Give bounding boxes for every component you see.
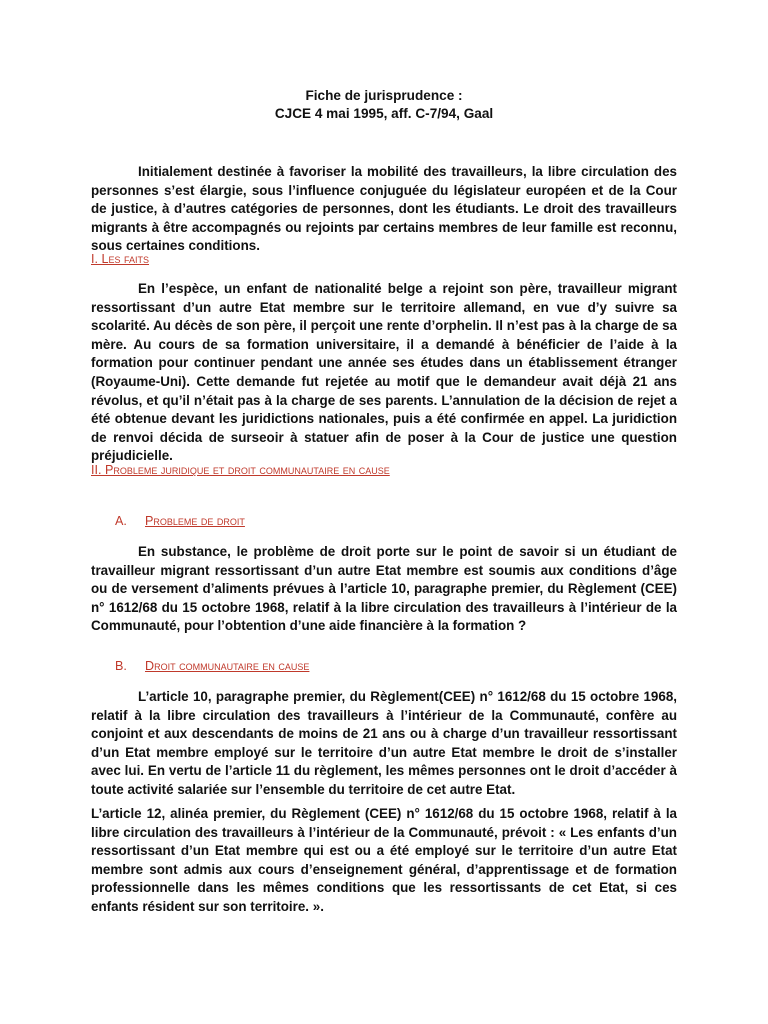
document-title-line-2: CJCE 4 mai 1995, aff. C-7/94, Gaal	[274, 106, 494, 121]
subsection-a-title: Probleme de droit	[145, 514, 245, 528]
subsection-b-letter: B.	[115, 659, 127, 673]
document-title-line-1: Fiche de jurisprudence :	[305, 88, 463, 103]
droit-communautaire-paragraph-1: L’article 10, paragraphe premier, du Règlement(CEE) n° 1612/68 du 15 octobre 1968, relatif à la libre circulation des travailleurs à l’intérieur de la Communauté, confère au conjoint et aux descendants de moins de 21 ans ou à charge d’un travailleur ressortissant d’un Etat membre employé sur le territoire d’un autre Etat membre le droit de s’installer avec lui. En vertu de l’article 11 du règlement, les mêmes personnes ont le droit d’accéder à toute activité salariée sur l’ensemble du territoire de cet autre Etat.	[91, 689, 677, 797]
intro-paragraph: Initialement destinée à favoriser la mobilité des travailleurs, la libre circulation des personnes s’est élargie, sous l’influence conjuguée du législateur européen et de la Cour de justice, à d’autres catégories de personnes, dont les étudiants. Le droit des travailleurs migrants à être accompagnés ou rejoints par certains membres de leur famille est reconnu, sous certaines conditions.	[91, 164, 677, 254]
subsection-a-heading	[115, 512, 245, 530]
probleme-de-droit-paragraph: En substance, le problème de droit porte sur le point de savoir si un étudiant de travailleur migrant ressortissant d’un autre Etat membre est soumis aux conditions d’âge ou de versement d’aliments prévues à l’article 10, paragraphe premier, du Règlement (CEE) n° 1612/68 du 15 octobre 1968, relatif à la libre circulation des travailleurs à l’intérieur de la Communauté, pour l’obtention d’une aide financière à la formation ?	[91, 544, 677, 634]
faits-paragraph: En l’espèce, un enfant de nationalité belge a rejoint son père, travailleur migrant ressortissant d’un autre Etat membre sur le territoire allemand, en vue d’y suivre sa scolarité. Au décès de son père, il perçoit une rente d’orphelin. Il n’est pas à la charge de sa mère. Au cours de sa formation universitaire, il a demandé à bénéficier de l’aide à la formation pour continuer pendant une année ses études dans un établissement étranger (Royaume-Uni). Cette demande fut rejetée au motif que le demandeur avait déjà 21 ans révolus, et qu’il n’était pas à la charge de ses parents. L’annulation de la décision de rejet a été obtenue devant les juridictions nationales, puis a été confirmée en appel. La juridiction de renvoi décida de surseoir à statuer afin de poser à la Cour de justice une question préjudicielle.	[91, 281, 677, 464]
section-heading-faits: I. Les faits	[91, 252, 150, 266]
subsection-a-letter: A.	[115, 514, 127, 528]
subsection-b-title: Droit communautaire en cause	[145, 659, 310, 673]
subsection-b-heading	[115, 657, 309, 675]
droit-communautaire-paragraph-2: L’article 12, alinéa premier, du Règlement (CEE) n° 1612/68 du 15 octobre 1968, relatif à la libre circulation des travailleurs à l’intérieur de la Communauté, prévoit : « Les enfants d’un ressortissant d’un Etat membre qui est ou a été employé sur le territoire d’un autre Etat membre sont admis aux cours d’enseignement général, d’apprentissage et de formation professionnelle dans les mêmes conditions que les ressortissants de cet Etat, si ces enfants résident sur son territoire. ».	[91, 806, 677, 914]
section-heading-probleme-juridique: II. Probleme juridique et droit communautaire en cause	[91, 463, 390, 477]
